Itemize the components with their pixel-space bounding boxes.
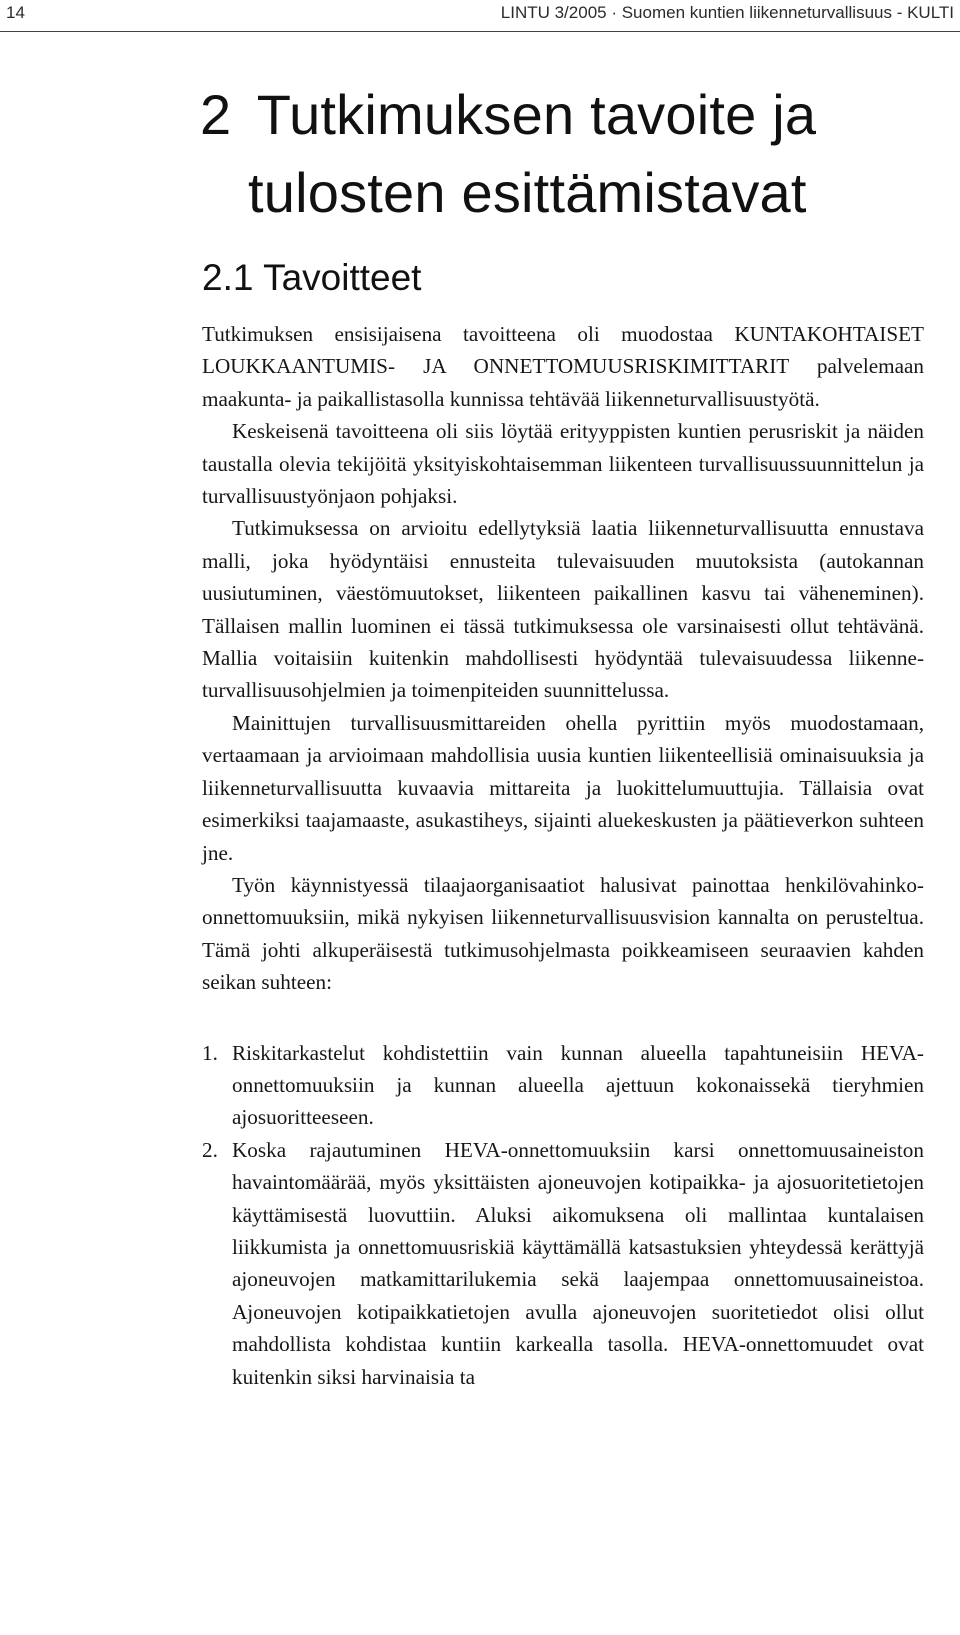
chapter-title (200, 76, 960, 232)
header-rule (0, 31, 960, 32)
list-item-number: 1. (202, 1040, 218, 1065)
running-header (0, 0, 960, 34)
chapter-title-line-1: Tutkimuksen tavoite ja (256, 83, 817, 146)
list-item-number: 2. (202, 1137, 218, 1162)
section-title (202, 256, 421, 300)
paragraph: Tutkimuksen ensisijaisena tavoitteena oli muodostaa KUNTAKOHTAISET LOUKKAANTUMIS- JA ONNETTOMUUSRISKIMITTARIT palvelemaan maakunta- ja paikallistasolla kunnissa tehtävää liikenneturvallisuustyötä. (202, 322, 924, 411)
paragraph: Mainittujen turvallisuusmittareiden ohella pyrittiin myös muodostamaan, vertaamaan ja arvioimaan mahdollisia uusia kuntien liikenteellisiä ominaisuuksia ja liikenneturvallisuutta kuvaavia mittareita ja luokittelumuuttujia. Tällaisia ovat esimerkiksi taajamaaste, asukastiheys, sijainti aluekeskusten ja päätieverkon suhteen jne. (202, 710, 924, 865)
body-text (202, 318, 924, 1393)
list-item (202, 1134, 924, 1393)
list-item-text: Koska rajautuminen HEVA-onnettomuuksiin karsi onnettomuusaineiston havaintomäärää, myös yksittäisten ajoneuvojen kotipaikka- ja ajosuoritetietojen käyttämisestä luovuttiin. Aluksi aikomuksena oli mallintaa kuntalaisen liikkumista ja onnettomuusriskiä käyttämällä katsastuksien yhteydessä kerättyjä ajoneuvojen matkamittarilukemia sekä laajempaa onnettomuusaineistoa. Ajoneuvojen kotipaikkatietojen avulla ajoneuvojen suoritetiedot olisi ollut mahdollista kohdistaa kuntiin karkealla tasolla. HEVA-onnettomuudet ovat kuitenkin siksi harvinaisia ta (232, 1137, 924, 1389)
chapter-title-line-2: tulosten esittämistavat (248, 161, 807, 224)
numbered-list (202, 1037, 924, 1393)
paragraph: Tutkimuksessa on arvioitu edellytyksiä laatia liikenneturvallisuutta ennustava malli, joka hyödyntäisi ennusteita tulevaisuuden muutoksista (autokannan uusiutuminen, väestömuutokset, liikenteen paikallinen kasvu tai väheneminen). Tällaisen mallin luominen ei tässä tutkimuksessa ole varsinaisesti ollut tehtävänä. Mallia voitaisiin kuitenkin mahdollisesti hyödyntää tulevaisuudessa liikenneturvallisuusohjelmien ja toimenpiteiden suunnittelussa. (202, 516, 924, 703)
paragraph: Työn käynnistyessä tilaajaorganisaatiot halusivat painottaa henkilövahinko-onnettomuuksiin, mikä nykyisen liikenneturvallisuusvision kannalta on perusteltua. Tämä johti alkuperäisestä tutkimusohjelmasta poikkeamiseen seuraavien kahden seikan suhteen: (202, 872, 924, 995)
chapter-number: 2 (200, 83, 232, 146)
section-title-text: Tavoitteet (263, 257, 422, 298)
paragraph: Keskeisenä tavoitteena oli siis löytää erityyppisten kuntien perusriskit ja näiden taustalla olevia tekijöitä yksityiskohtaisemman liikenteen turvallisuussuunnittelun ja turvallisuustyönjaon pohjaksi. (202, 419, 924, 509)
list-item-text: Riskitarkastelut kohdistettiin vain kunnan alueella tapahtuneisiin HEVA-onnettomuuksiin ja kunnan alueella ajettuun kokonaissekä tieryhmien ajosuoritteeseen. (232, 1040, 924, 1130)
running-title: LINTU 3/2005 · Suomen kuntien liikenneturvallisuus - KULTI (500, 3, 954, 22)
page-number: 14 (6, 3, 25, 22)
section-number: 2.1 (202, 257, 254, 298)
list-item (202, 1037, 924, 1134)
